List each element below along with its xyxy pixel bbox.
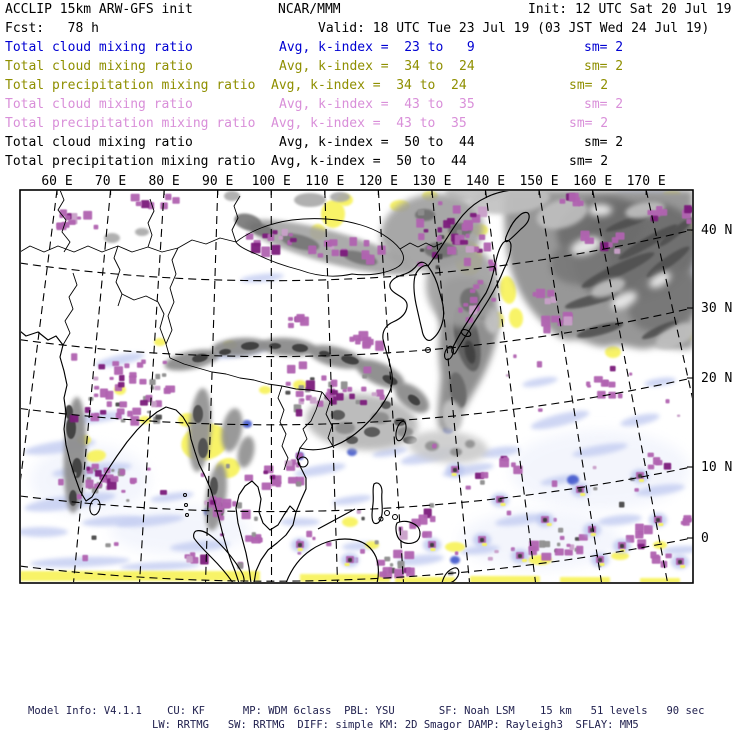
lat-tick-label: 0 — [701, 531, 709, 546]
legend-smoothing: sm= 2 — [584, 97, 624, 112]
lon-tick-label: 130 E — [412, 174, 452, 189]
legend-stats: Avg, k-index = 34 to 24 — [279, 59, 475, 74]
lon-tick-label: 150 E — [519, 174, 559, 189]
lon-tick-label: 110 E — [305, 174, 345, 189]
legend-smoothing: sm= 2 — [584, 59, 624, 74]
legend-label: Total cloud mixing ratio — [5, 40, 193, 55]
model-title: ACCLIP 15km ARW-GFS init — [5, 2, 193, 17]
lon-tick-label: 170 E — [626, 174, 666, 189]
legend-smoothing: sm= 2 — [569, 78, 609, 93]
lon-tick-label: 70 E — [94, 174, 127, 189]
model-config-line2: LW: RRTMG SW: RRTMG DIFF: simple KM: 2D Smagor DAMP: Rayleigh3 SFLAY: MM5 — [152, 719, 639, 731]
legend-smoothing: sm= 2 — [569, 154, 609, 169]
legend-stats: Avg, k-index = 23 to 9 — [279, 40, 475, 55]
lon-tick-label: 140 E — [465, 174, 506, 189]
init-time: Init: 12 UTC Sat 20 Jul 19 — [528, 2, 732, 17]
legend-stats: Avg, k-index = 34 to 24 — [271, 78, 467, 93]
legend-label: Total cloud mixing ratio — [5, 97, 193, 112]
legend-stats: Avg, k-index = 43 to 35 — [279, 97, 475, 112]
legend-stats: Avg, k-index = 50 to 44 — [279, 135, 475, 150]
lat-tick-label: 20 N — [701, 371, 733, 386]
valid-time: Valid: 18 UTC Tue 23 Jul 19 (03 JST Wed 24 Jul 19) — [318, 21, 710, 36]
legend-label: Total precipitation mixing ratio — [5, 154, 256, 169]
lat-tick-label: 30 N — [701, 301, 733, 316]
legend-label: Total precipitation mixing ratio — [5, 116, 256, 131]
lon-tick-label: 60 E — [41, 174, 73, 189]
center-name: NCAR/MMM — [278, 2, 341, 17]
legend-stats: Avg, k-index = 43 to 35 — [271, 116, 467, 131]
forecast-hour: Fcst: 78 h — [5, 21, 99, 36]
lon-tick-label: 80 E — [148, 174, 180, 189]
legend-smoothing: sm= 2 — [569, 116, 609, 131]
lon-tick-label: 100 E — [251, 174, 291, 189]
lon-tick-label: 160 E — [573, 174, 613, 189]
legend-label: Total precipitation mixing ratio — [5, 78, 256, 93]
legend-smoothing: sm= 2 — [584, 40, 624, 55]
lon-tick-label: 90 E — [202, 174, 234, 189]
legend-smoothing: sm= 2 — [584, 135, 624, 150]
lon-tick-label: 120 E — [358, 174, 398, 189]
legend-stats: Avg, k-index = 50 to 44 — [271, 154, 467, 169]
lat-tick-label: 40 N — [701, 223, 733, 238]
model-config-line1: Model Info: V4.1.1 CU: KF MP: WDM 6class PBL: YSU SF: Noah LSM 15 km 51 levels 90 sec — [28, 705, 705, 717]
legend-label: Total cloud mixing ratio — [5, 135, 193, 150]
lat-tick-label: 10 N — [701, 460, 733, 475]
legend-label: Total cloud mixing ratio — [5, 59, 193, 74]
